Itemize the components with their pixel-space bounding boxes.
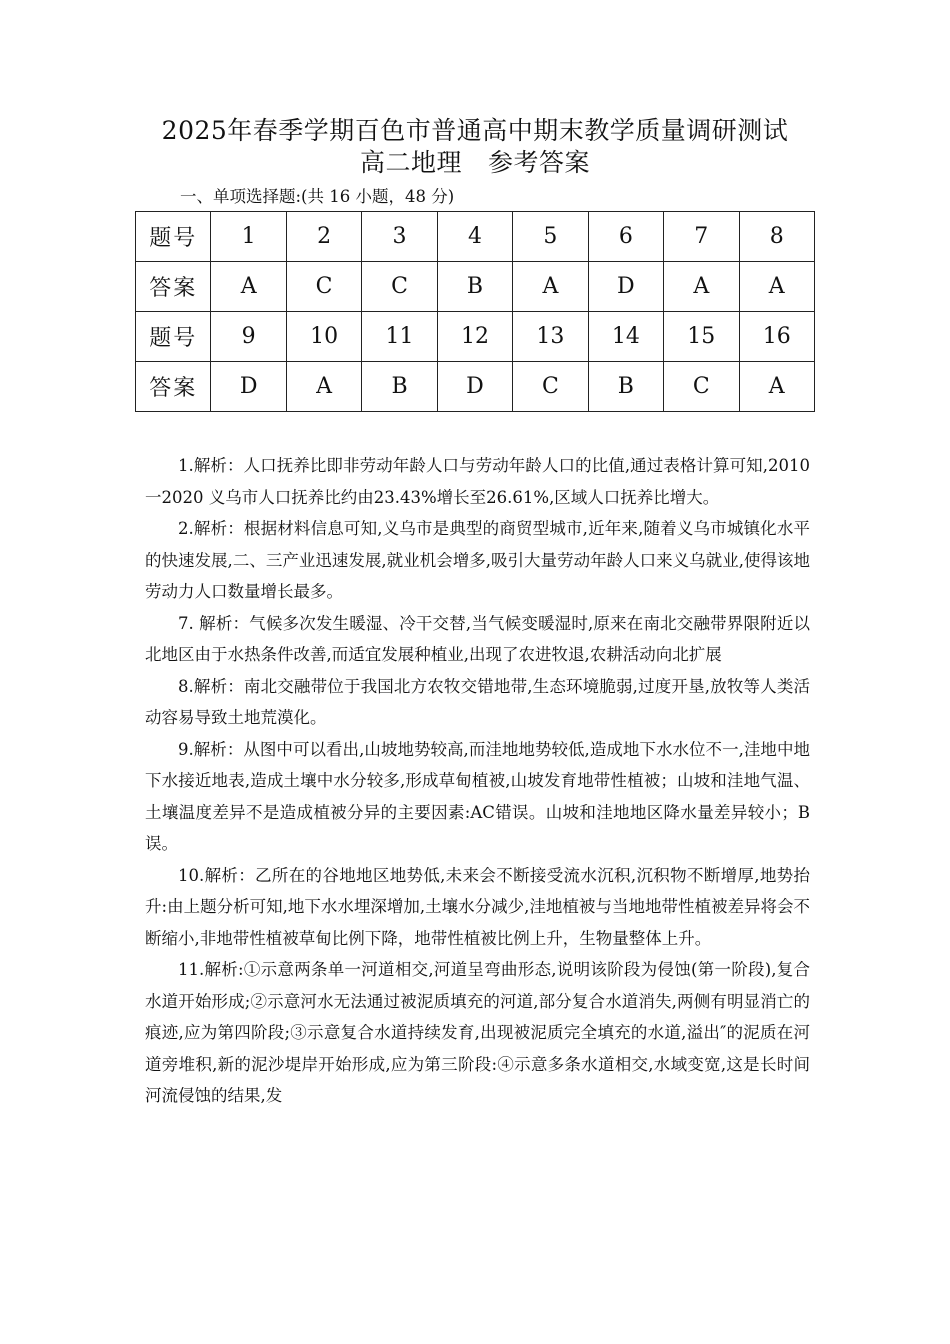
table-cell: A xyxy=(664,262,739,312)
table-cell: 5 xyxy=(513,212,588,262)
table-cell: A xyxy=(211,262,286,312)
subject-label: 高二地理 xyxy=(359,148,462,177)
table-cell: 4 xyxy=(437,212,512,262)
table-cell: 14 xyxy=(588,312,663,362)
table-row xyxy=(136,212,815,262)
table-cell: C xyxy=(362,262,437,312)
table-cell: 15 xyxy=(664,312,739,362)
table-cell: 10 xyxy=(286,312,361,362)
table-cell: D xyxy=(437,362,512,412)
table-cell: A xyxy=(739,262,815,312)
row-label: 答案 xyxy=(136,362,211,412)
table-cell: 9 xyxy=(211,312,286,362)
document-subtitle xyxy=(0,148,950,178)
table-cell: B xyxy=(588,362,663,412)
table-cell: 6 xyxy=(588,212,663,262)
table-row xyxy=(136,262,815,312)
table-cell: 16 xyxy=(739,312,815,362)
document-title: 2025年春季学期百色市普通高中期末教学质量调研测试 xyxy=(161,116,789,145)
row-label: 答案 xyxy=(136,262,211,312)
table-cell: 1 xyxy=(211,212,286,262)
explanation-paragraph: 11.解析:①示意两条单一河道相交,河道呈弯曲形态,说明该阶段为侵蚀(第一阶段),复合水道开始形成;②示意河水无法通过被泥质填充的河道,部分复合水道消失,两侧有明显消亡的痕迹,应为第四阶段;③示意复合水道持续发育,出现被泥质完全填充的水道,溢出″的泥质在河道旁堆积,新的泥沙堤岸开始形成,应为第三阶段:④示意多条水道相交,水域变宽,这是长时间河流侵蚀的结果,发 xyxy=(145,960,810,1105)
table-cell: 11 xyxy=(362,312,437,362)
table-cell: 12 xyxy=(437,312,512,362)
explanation-paragraph: 1.解析：人口抚养比即非劳动年龄人口与劳动年龄人口的比值,通过表格计算可知,2010一2020 义乌市人口抚养比约由23.43%增长至26.61%,区域人口抚养比增大。 xyxy=(145,456,810,507)
section-heading: 一、单项选择题:(共 16 小题，48 分) xyxy=(180,187,455,206)
table-cell: A xyxy=(286,362,361,412)
table-cell: 2 xyxy=(286,212,361,262)
table-cell: C xyxy=(664,362,739,412)
table-cell: D xyxy=(211,362,286,412)
table-row xyxy=(136,362,815,412)
explanation-paragraph: 7. 解析：气候多次发生暖湿、冷干交替,当气候变暖湿时,原来在南北交融带界限附近以北地区由于水热条件改善,而适宜发展种植业,出现了农进牧退,农耕活动向北扩展 xyxy=(145,613,810,664)
table-cell: A xyxy=(739,362,815,412)
explanation-paragraph: 9.解析：从图中可以看出,山坡地势较高,而洼地地势较低,造成地下水水位不一,洼地中地下水接近地表,造成土壤中水分较多,形成草甸植被,山坡发育地带性植被；山坡和洼地气温、土壤温度差异不是造成植被分异的主要因素:AC错误。山坡和洼地地区降水量差异较小；B误。 xyxy=(145,739,810,853)
table-cell: D xyxy=(588,262,663,312)
answer-key-label: 参考答案 xyxy=(488,148,591,177)
table-cell: C xyxy=(286,262,361,312)
row-label: 题号 xyxy=(136,312,211,362)
explanation-paragraph: 2.解析：根据材料信息可知,义乌市是典型的商贸型城市,近年来,随着义乌市城镇化水平的快速发展,二、三产业迅速发展,就业机会增多,吸引大量劳动年龄人口来义乌就业,使得该地劳动力人口数量增长最多。 xyxy=(145,519,810,601)
answer-table xyxy=(135,211,815,412)
table-cell: 3 xyxy=(362,212,437,262)
table-cell: B xyxy=(362,362,437,412)
table-cell: B xyxy=(437,262,512,312)
table-cell: C xyxy=(513,362,588,412)
table-cell: 7 xyxy=(664,212,739,262)
table-cell: 8 xyxy=(739,212,815,262)
explanation-paragraph: 10.解析：乙所在的谷地地区地势低,未来会不断接受流水沉积,沉积物不断增厚,地势抬升:由上题分析可知,地下水水埋深增加,土壤水分减少,洼地植被与当地地带性植被差异将会不断缩小,非地带性植被草甸比例下降，地带性植被比例上升，生物量整体上升。 xyxy=(145,865,810,948)
explanations-section xyxy=(145,450,810,1112)
table-cell: A xyxy=(513,262,588,312)
table-cell: 13 xyxy=(513,312,588,362)
row-label: 题号 xyxy=(136,212,211,262)
explanation-paragraph: 8.解析：南北交融带位于我国北方农牧交错地带,生态环境脆弱,过度开垦,放牧等人类活动容易导致土地荒漠化。 xyxy=(145,676,810,727)
table-row xyxy=(136,312,815,362)
